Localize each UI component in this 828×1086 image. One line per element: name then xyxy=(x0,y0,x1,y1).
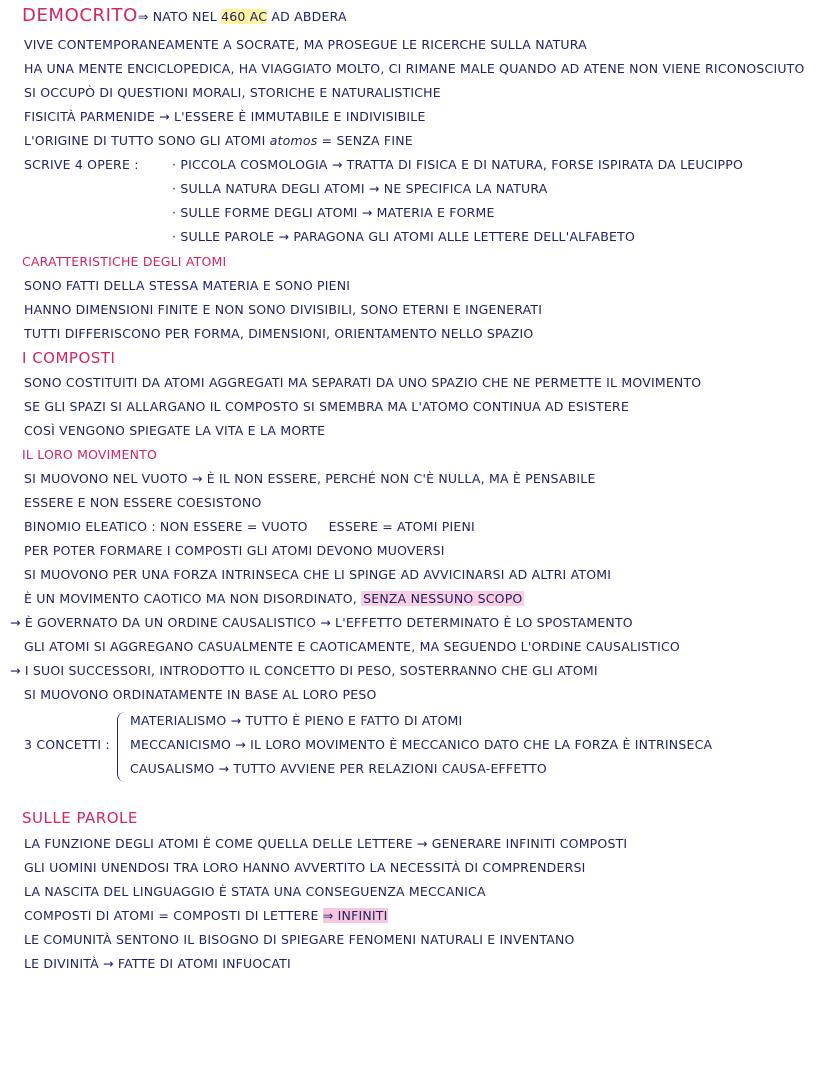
concept-item: MATERIALISMO → TUTTO È PIENO E FATTO DI ATOMI xyxy=(130,713,463,728)
title-line xyxy=(22,5,347,26)
note-line: → È GOVERNATO DA UN ORDINE CAUSALISTICO → L'EFFETTO DETERMINATO È LO SPOSTAMENTO xyxy=(10,615,633,630)
note-line xyxy=(24,591,524,607)
note-line: PER POTER FORMARE I COMPOSTI GLI ATOMI DEVONO MUOVERSI xyxy=(24,543,445,558)
section-heading: I COMPOSTI xyxy=(22,349,116,367)
note-line: HANNO DIMENSIONI FINITE E NON SONO DIVISIBILI, SONO ETERNI E INGENERATI xyxy=(24,302,543,317)
note-line: LE DIVINITÀ → FATTE DI ATOMI INFUOCATI xyxy=(24,956,291,971)
note-line: FISICITÀ PARMENIDE → L'ESSERE È IMMUTABILE E INDIVISIBILE xyxy=(24,109,426,124)
brace-bracket xyxy=(117,712,128,782)
note-line xyxy=(24,908,388,924)
note-line: SE GLI SPAZI SI ALLARGANO IL COMPOSTO SI SMEMBRA MA L'ATOMO CONTINUA AD ESISTERE xyxy=(24,399,629,414)
note-line: SI MUOVONO ORDINATAMENTE IN BASE AL LORO PESO xyxy=(24,687,377,702)
note-line: ESSERE E NON ESSERE COESISTONO xyxy=(24,495,262,510)
note-line: LE COMUNITÀ SENTONO IL BISOGNO DI SPIEGARE FENOMENI NATURALI E INVENTANO xyxy=(24,932,575,947)
highlighted-text: ⇒ INFINITI xyxy=(322,908,388,923)
note-line: LA FUNZIONE DEGLI ATOMI È COME QUELLA DELLE LETTERE → GENERARE INFINITI COMPOSTI xyxy=(24,836,628,851)
title-prefix: ⇒ NATO NEL xyxy=(137,9,222,24)
note-line: SI MUOVONO PER UNA FORZA INTRINSECA CHE LI SPINGE AD AVVICINARSI AD ALTRI ATOMI xyxy=(24,567,612,582)
work-item: · SULLA NATURA DEGLI ATOMI → NE SPECIFICA LA NATURA xyxy=(172,181,548,196)
note-text: SCRIVE 4 OPERE : xyxy=(24,157,139,172)
highlighted-text: SENZA NESSUNO SCOPO xyxy=(363,591,523,606)
work-item: · SULLE FORME DEGLI ATOMI → MATERIA E FORME xyxy=(172,205,495,220)
note-text: COMPOSTI DI ATOMI = COMPOSTI DI LETTERE xyxy=(24,908,323,923)
note-line: HA UNA MENTE ENCICLOPEDICA, HA VIAGGIATO MOLTO, CI RIMANE MALE QUANDO AD ATENE NON VIENE RICONOSCIUTO xyxy=(24,61,805,76)
concept-item: CAUSALISMO → TUTTO AVVIENE PER RELAZIONI CAUSA-EFFETTO xyxy=(130,761,547,776)
note-line: GLI UOMINI UNENDOSI TRA LORO HANNO AVVERTITO LA NECESSITÀ DI COMPRENDERSI xyxy=(24,860,586,875)
title: DEMOCRITO xyxy=(22,5,138,26)
note-line: BINOMIO ELEATICO : NON ESSERE = VUOTO ESSERE = ATOMI PIENI xyxy=(24,519,475,534)
note-line: SI OCCUPÒ DI QUESTIONI MORALI, STORICHE E NATURALISTICHE xyxy=(24,85,441,100)
title-suffix: AD ABDERA xyxy=(267,9,347,24)
concept-item: MECCANICISMO → IL LORO MOVIMENTO È MECCANICO DATO CHE LA FORZA È INTRINSECA xyxy=(130,737,713,752)
note-line: LA NASCITA DEL LINGUAGGIO È STATA UNA CONSEGUENZA MECCANICA xyxy=(24,884,486,899)
note-text: = SENZA FINE xyxy=(317,133,413,148)
note-line: SONO FATTI DELLA STESSA MATERIA E SONO PIENI xyxy=(24,278,351,293)
concepts-label: 3 CONCETTI : xyxy=(24,737,110,752)
note-line xyxy=(24,157,139,173)
note-text: L'ORIGINE DI TUTTO SONO GLI ATOMI xyxy=(24,133,270,148)
note-line: SI MUOVONO NEL VUOTO → È IL NON ESSERE, PERCHÉ NON C'È NULLA, MA È PENSABILE xyxy=(24,471,596,486)
note-text: È UN MOVIMENTO CAOTICO MA NON DISORDINATO, xyxy=(24,591,362,606)
title-year: 460 AC xyxy=(221,9,268,24)
section-heading: IL LORO MOVIMENTO xyxy=(22,447,158,462)
note-line: TUTTI DIFFERISCONO PER FORMA, DIMENSIONI, ORIENTAMENTO NELLO SPAZIO xyxy=(24,326,534,341)
work-item: · PICCOLA COSMOLOGIA → TRATTA DI FISICA E DI NATURA, FORSE ISPIRATA DA LEUCIPPO xyxy=(172,157,744,172)
section-heading: CARATTERISTICHE DEGLI ATOMI xyxy=(22,254,227,269)
note-line: GLI ATOMI SI AGGREGANO CASUALMENTE E CAOTICAMENTE, MA SEGUENDO L'ORDINE CAUSALISTICO xyxy=(24,639,680,654)
note-line: COSÌ VENGONO SPIEGATE LA VITA E LA MORTE xyxy=(24,423,326,438)
note-line: → I SUOI SUCCESSORI, INTRODOTTO IL CONCETTO DI PESO, SOSTERRANNO CHE GLI ATOMI xyxy=(10,663,598,678)
note-line xyxy=(24,133,413,149)
note-line: VIVE CONTEMPORANEAMENTE A SOCRATE, MA PROSEGUE LE RICERCHE SULLA NATURA xyxy=(24,37,587,52)
note-line: SONO COSTITUITI DA ATOMI AGGREGATI MA SEPARATI DA UNO SPAZIO CHE NE PERMETTE IL MOVIMENTO xyxy=(24,375,702,390)
note-text-italic: atomos xyxy=(269,133,318,148)
section-heading: SULLE PAROLE xyxy=(22,809,138,827)
work-item: · SULLE PAROLE → PARAGONA GLI ATOMI ALLE LETTERE DELL'ALFABETO xyxy=(172,229,635,244)
